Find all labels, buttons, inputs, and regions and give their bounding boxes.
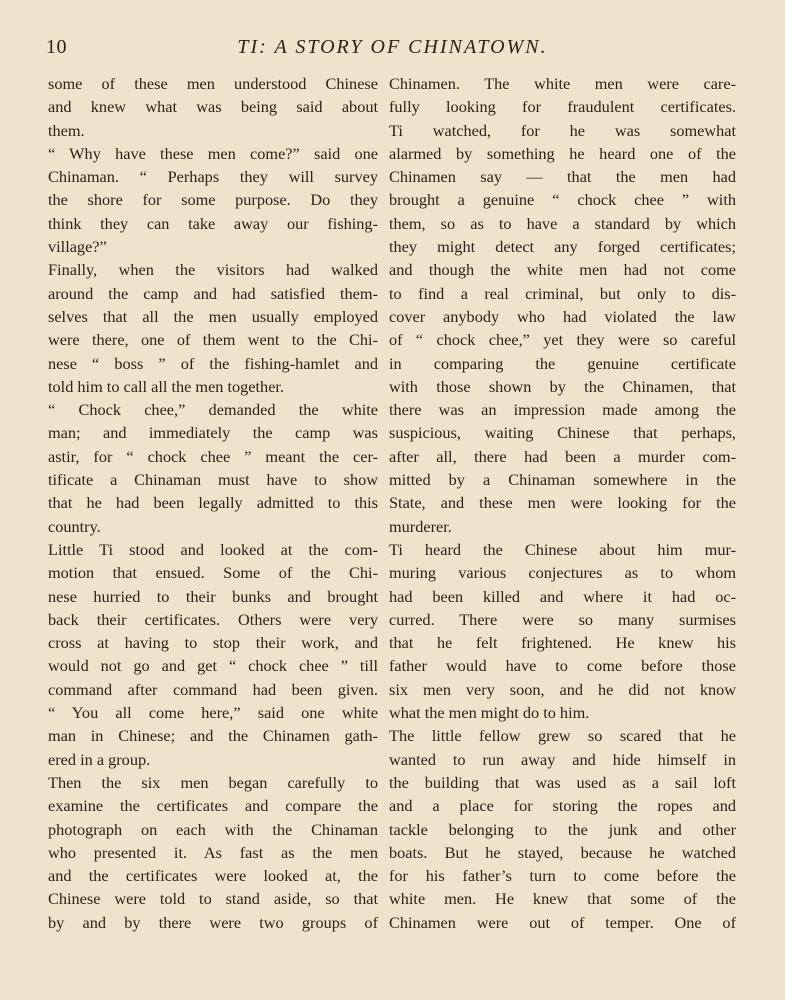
text-line: Ti watched, for he was somewhat xyxy=(389,120,736,140)
text-line: murderer. xyxy=(389,516,452,536)
text-line: Chinaman. “ Perhaps they will survey xyxy=(48,167,378,187)
text-line: told him to call all the men together. xyxy=(48,376,285,396)
text-line: mitted by a Chinaman somewhere in the xyxy=(389,470,736,490)
text-line: Ti heard the Chinese about him mur- xyxy=(389,539,736,559)
text-line: cover anybody who had violated the law xyxy=(389,306,736,326)
text-line: of “ chock chee,” yet they were so careful xyxy=(389,330,736,350)
text-line: and a place for storing the ropes and xyxy=(389,796,736,816)
text-line: nese “ boss ” of the fishing-hamlet and xyxy=(48,353,378,373)
text-line: fully looking for fraudulent certificates. xyxy=(389,97,736,117)
text-line: by and by there were two groups of xyxy=(48,912,378,932)
text-line: with those shown by the Chinamen, that xyxy=(389,376,736,396)
text-line: country. xyxy=(48,516,101,536)
text-line: Chinamen were out of temper. One of xyxy=(389,912,736,932)
text-line: around the camp and had satisfied them- xyxy=(48,283,378,303)
text-line: Chinese were told to stand aside, so that xyxy=(48,889,378,909)
text-line: Little Ti stood and looked at the com- xyxy=(48,539,378,559)
text-line: tificate a Chinaman must have to show xyxy=(48,470,378,490)
text-line: village?” xyxy=(48,237,107,257)
text-line: for his father’s turn to come before the xyxy=(389,866,736,886)
text-line: ered in a group. xyxy=(48,749,151,769)
text-line: man in Chinese; and the Chinamen gath- xyxy=(48,726,378,746)
text-line: white men. He knew that some of the xyxy=(389,889,736,909)
text-line: think they can take away our fishing- xyxy=(48,213,378,233)
text-line: suspicious, waiting Chinese that perhaps, xyxy=(389,423,736,443)
text-line: selves that all the men usually employed xyxy=(48,306,378,326)
text-line: would not go and get “ chock chee ” till xyxy=(48,656,378,676)
text-line: some of these men understood Chinese xyxy=(48,74,378,93)
text-line: back their certificates. Others were very xyxy=(48,609,378,629)
text-line: wanted to run away and hide himself in xyxy=(389,749,736,769)
text-line: Chinamen say — that the men had xyxy=(389,167,736,187)
text-line: father would have to come before those xyxy=(389,656,736,676)
text-line: after all, there had been a murder com- xyxy=(389,446,736,466)
text-line: cross at having to stop their work, and xyxy=(48,633,378,653)
page-header xyxy=(0,36,785,66)
text-line: in comparing the genuine certificate xyxy=(389,353,736,373)
text-line: muring various conjectures as to whom xyxy=(389,563,736,583)
text-line: “ Chock chee,” demanded the white xyxy=(48,400,378,420)
text-line: to find a real criminal, but only to dis- xyxy=(389,283,736,303)
text-line: curred. There were so many surmises xyxy=(389,609,736,629)
text-line: nese hurried to their bunks and brought xyxy=(48,586,378,606)
text-line: command after command had been given. xyxy=(48,679,378,699)
text-line: six men very soon, and he did not know xyxy=(389,679,736,699)
text-line: “ Why have these men come?” said one xyxy=(48,143,378,163)
text-line: brought a genuine “ chock chee ” with xyxy=(389,190,736,210)
running-title: TI: A STORY OF CHINATOWN. xyxy=(237,36,548,58)
text-line: man; and immediately the camp was xyxy=(48,423,378,443)
text-line: and the certificates were looked at, the xyxy=(48,866,378,886)
text-line: them, so as to have a standard by which xyxy=(389,213,736,233)
text-line: the building that was used as a sail loft xyxy=(389,772,736,792)
text-line: boats. But he stayed, because he watched xyxy=(389,842,736,862)
text-line: alarmed by something he heard one of the xyxy=(389,143,736,163)
text-line: had been killed and where it had oc- xyxy=(389,586,736,606)
text-line: Then the six men began carefully to xyxy=(48,772,378,792)
text-line: them. xyxy=(48,120,85,140)
right-text-column xyxy=(389,72,736,934)
text-line: there was an impression made among the xyxy=(389,400,736,420)
text-line: and though the white men had not come xyxy=(389,260,736,280)
text-line: they might detect any forged certificates; xyxy=(389,237,736,257)
text-line: Chinamen. The white men were care- xyxy=(389,74,736,93)
text-line: “ You all come here,” said one white xyxy=(48,703,378,723)
text-line: motion that ensued. Some of the Chi- xyxy=(48,563,378,583)
text-line: State, and these men were looking for the xyxy=(389,493,736,513)
text-line: The little fellow grew so scared that he xyxy=(389,726,736,746)
text-line: the shore for some purpose. Do they xyxy=(48,190,378,210)
text-line: that he felt frightened. He knew his xyxy=(389,633,736,653)
text-line: Finally, when the visitors had walked xyxy=(48,260,378,280)
left-text-column xyxy=(48,72,378,934)
text-line: were there, one of them went to the Chi- xyxy=(48,330,378,350)
text-line: examine the certificates and compare the xyxy=(48,796,378,816)
text-line: photograph on each with the Chinaman xyxy=(48,819,378,839)
text-line: what the men might do to him. xyxy=(389,703,590,723)
text-line: who presented it. As fast as the men xyxy=(48,842,378,862)
text-line: tackle belonging to the junk and other xyxy=(389,819,736,839)
page-number: 10 xyxy=(46,36,67,58)
text-line: and knew what was being said about xyxy=(48,97,378,117)
text-line: that he had been legally admitted to this xyxy=(48,493,378,513)
text-line: astir, for “ chock chee ” meant the cer- xyxy=(48,446,378,466)
